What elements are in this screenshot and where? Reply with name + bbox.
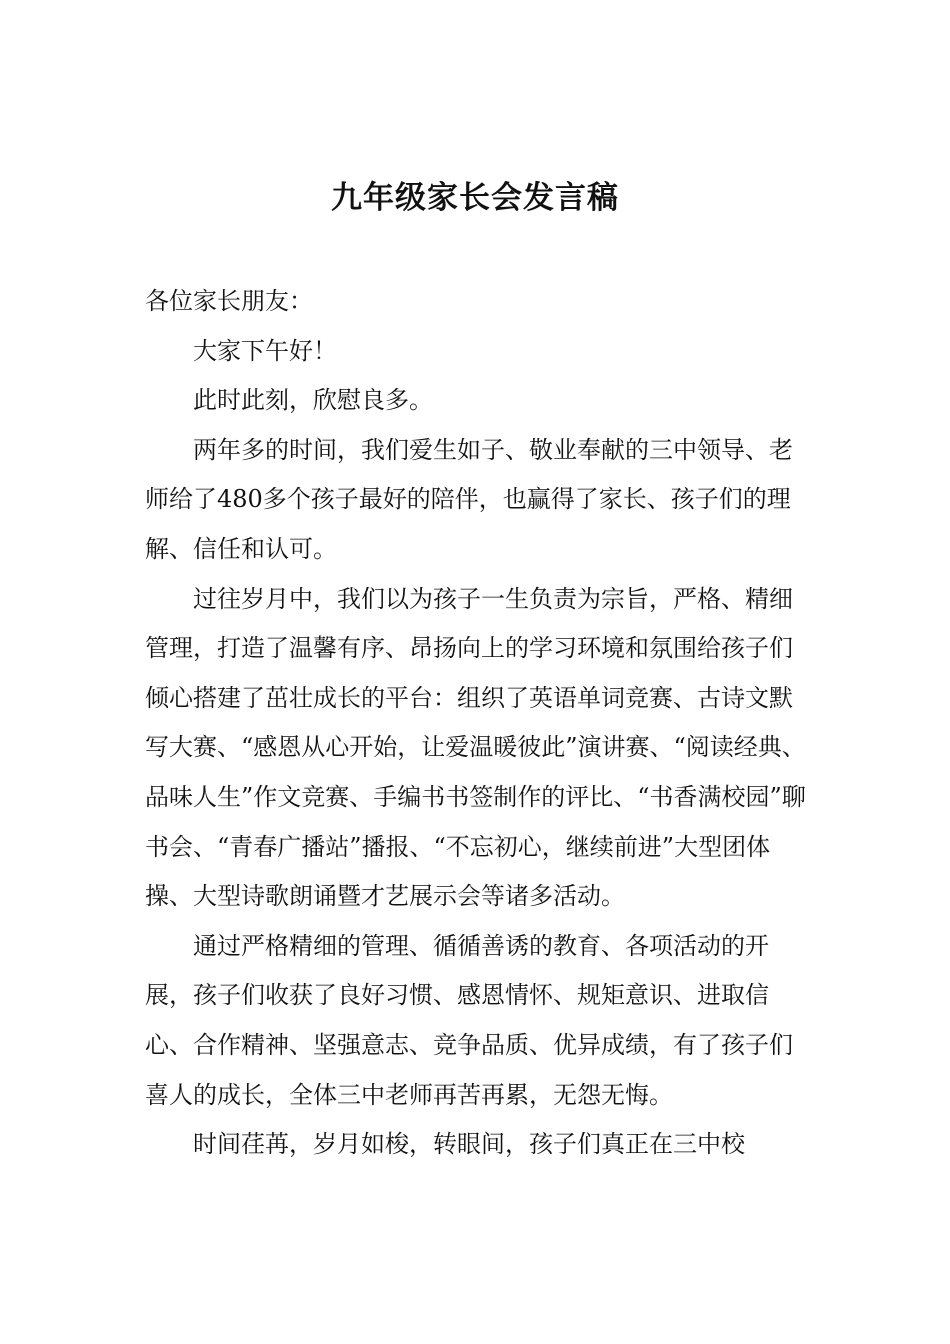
paragraph-two-years: 两年多的时间，我们爱生如子、敬业奉献的三中领导、老师给了480多个孩子最好的陪伴，也赢得了家长、孩子们的理解、信任和认可。 (145, 435, 793, 563)
document-body (145, 277, 810, 1170)
paragraph-feeling: 此时此刻，欣慰良多。 (193, 386, 433, 415)
paragraph-greeting: 大家下午好！ (193, 336, 337, 365)
paragraph-activities: 过往岁月中，我们以为孩子一生负责为宗旨，严格、精细管理，打造了温馨有序、昂扬向上的学习环境和氛围给孩子们倾心搭建了茁壮成长的平台：组织了英语单词竞赛、古诗文默写大赛、“感恩从心开始，让爱温暖彼此”演讲赛、“阅读经典、品味人生”作文竞赛、手编书书签制作的评比、“书香满校园”聊书会、“青春广播站”播报、“不忘初心，继续前进”大型团体操、大型诗歌朗诵暨才艺展示会等诸多活动。 (145, 584, 806, 911)
paragraph-time: 时间荏苒，岁月如梭，转眼间，孩子们真正在三中校 (193, 1130, 745, 1159)
salutation: 各位家长朋友： (145, 287, 313, 315)
paragraph-achievements: 通过严格精细的管理、循循善诱的教育、各项活动的开展，孩子们收获了良好习惯、感恩情怀、规矩意识、进取信心、合作精神、坚强意志、竞争品质、优异成绩，有了孩子们喜人的成长，全体三中老师再苦再累，无怨无悔。 (145, 931, 793, 1109)
document-title: 九年级家长会发言稿 (331, 180, 619, 216)
